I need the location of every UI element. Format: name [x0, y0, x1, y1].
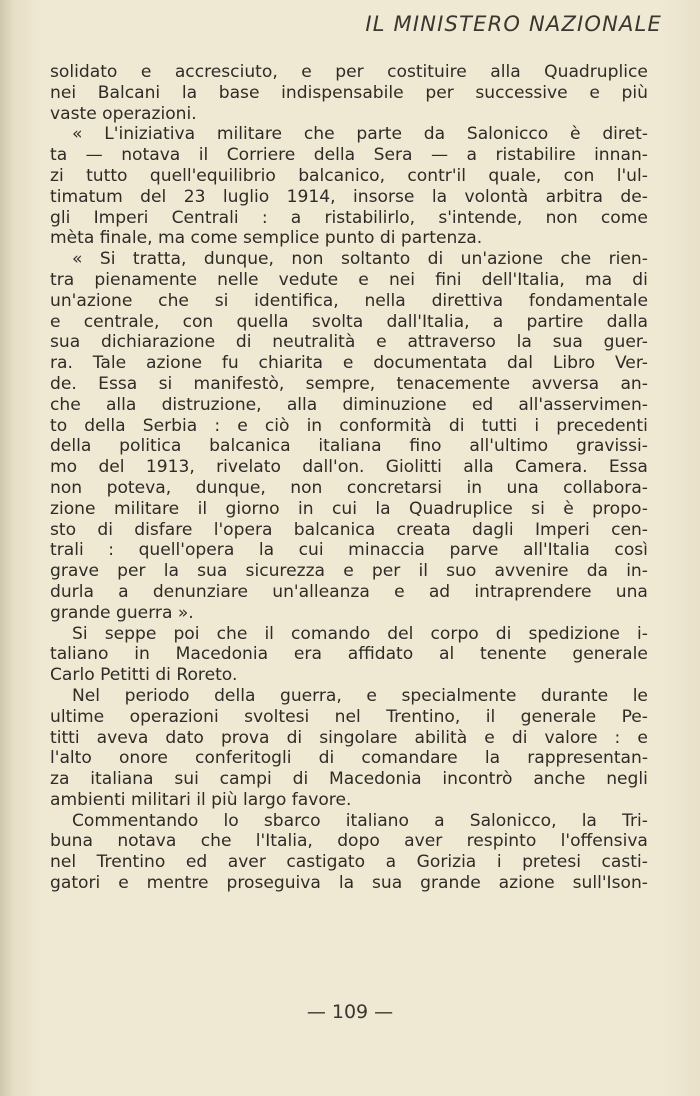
- text-line: l'alto onore conferitogli di comandare la rappresentan-: [50, 748, 648, 769]
- text-line: non poteva, dunque, non concretarsi in una collabora-: [50, 477, 648, 498]
- text-line: zi tutto quell'equilibrio balcanico, contr'il quale, con l'ul-: [50, 165, 648, 186]
- text-line: grande guerra ».: [50, 602, 194, 623]
- text-line: nel Trentino ed aver castigato a Gorizia i pretesi casti-: [50, 852, 648, 873]
- text-line: de. Essa si manifestò, sempre, tenacemente avversa an-: [50, 373, 648, 394]
- text-line: Carlo Petitti di Roreto.: [50, 665, 238, 686]
- text-line: durla a denunziare un'alleanza e ad intraprendere una: [50, 581, 648, 602]
- text-line: vaste operazioni.: [50, 103, 197, 124]
- text-line: ra. Tale azione fu chiarita e documentata dal Libro Ver-: [50, 353, 648, 374]
- text-line: timatum del 23 luglio 1914, insorse la volontà arbitra de-: [50, 186, 648, 207]
- text-line: gatori e mentre proseguiva la sua grande azione sull'Ison-: [50, 873, 648, 894]
- text-line: ultime operazioni svoltesi nel Trentino, il generale Pe-: [50, 706, 648, 727]
- text-line: « Si tratta, dunque, non soltanto di un'azione che rien-: [72, 249, 648, 270]
- page-number: — 109 —: [306, 1001, 394, 1023]
- text-line: mèta finale, ma come semplice punto di partenza.: [50, 228, 483, 249]
- text-line: gli Imperi Centrali : a ristabilirlo, s'intende, non come: [50, 207, 648, 228]
- text-line: Commentando lo sbarco italiano a Salonicco, la Tri-: [72, 810, 648, 831]
- text-line: Nel periodo della guerra, e specialmente durante le: [72, 685, 648, 706]
- text-line: grave per la sua sicurezza e per il suo avvenire da in-: [50, 561, 648, 582]
- text-line: buna notava che l'Italia, dopo aver respinto l'offensiva: [50, 831, 648, 852]
- text-line: mo del 1913, rivelato dall'on. Giolitti alla Camera. Essa: [50, 457, 648, 478]
- text-line: tra pienamente nelle vedute e nei fini dell'Italia, ma di: [50, 269, 648, 290]
- running-header: IL MINISTERO NAZIONALE: [365, 12, 662, 36]
- text-line: to della Serbia : e ciò in conformità di tutti i precedenti: [50, 415, 648, 436]
- text-line: ambienti militari il più largo favore.: [50, 789, 352, 810]
- text-line: ta — notava il Corriere della Sera — a ristabilire innan-: [50, 145, 648, 166]
- text-line: titti aveva dato prova di singolare abilità e di valore : e: [50, 727, 648, 748]
- text-line: un'azione che si identifica, nella direttiva fondamentale: [50, 290, 648, 311]
- text-line: « L'iniziativa militare che parte da Salonicco è diret-: [72, 124, 648, 145]
- text-line: che alla distruzione, alla diminuzione ed all'asservimen-: [50, 394, 648, 415]
- text-line: trali : quell'opera la cui minaccia parve all'Italia così: [50, 540, 648, 561]
- text-line: taliano in Macedonia era affidato al tenente generale: [50, 644, 648, 665]
- text-line: Si seppe poi che il comando del corpo di spedizione i-: [72, 623, 648, 644]
- text-line: zione militare il giorno in cui la Quadruplice si è propo-: [50, 498, 648, 519]
- text-line: della politica balcanica italiana fino all'ultimo gravissi-: [50, 436, 648, 457]
- text-line: sua dichiarazione di neutralità e attraverso la sua guer-: [50, 332, 648, 353]
- text-line: za italiana sui campi di Macedonia incontrò anche negli: [50, 769, 648, 790]
- body-text: [50, 62, 648, 894]
- text-line: nei Balcani la base indispensabile per successive e più: [50, 82, 648, 103]
- text-line: solidato e accresciuto, e per costituire alla Quadruplice: [50, 62, 648, 82]
- text-line: sto di disfare l'opera balcanica creata dagli Imperi cen-: [50, 519, 648, 540]
- text-line: e centrale, con quella svolta dall'Italia, a partire dalla: [50, 311, 648, 332]
